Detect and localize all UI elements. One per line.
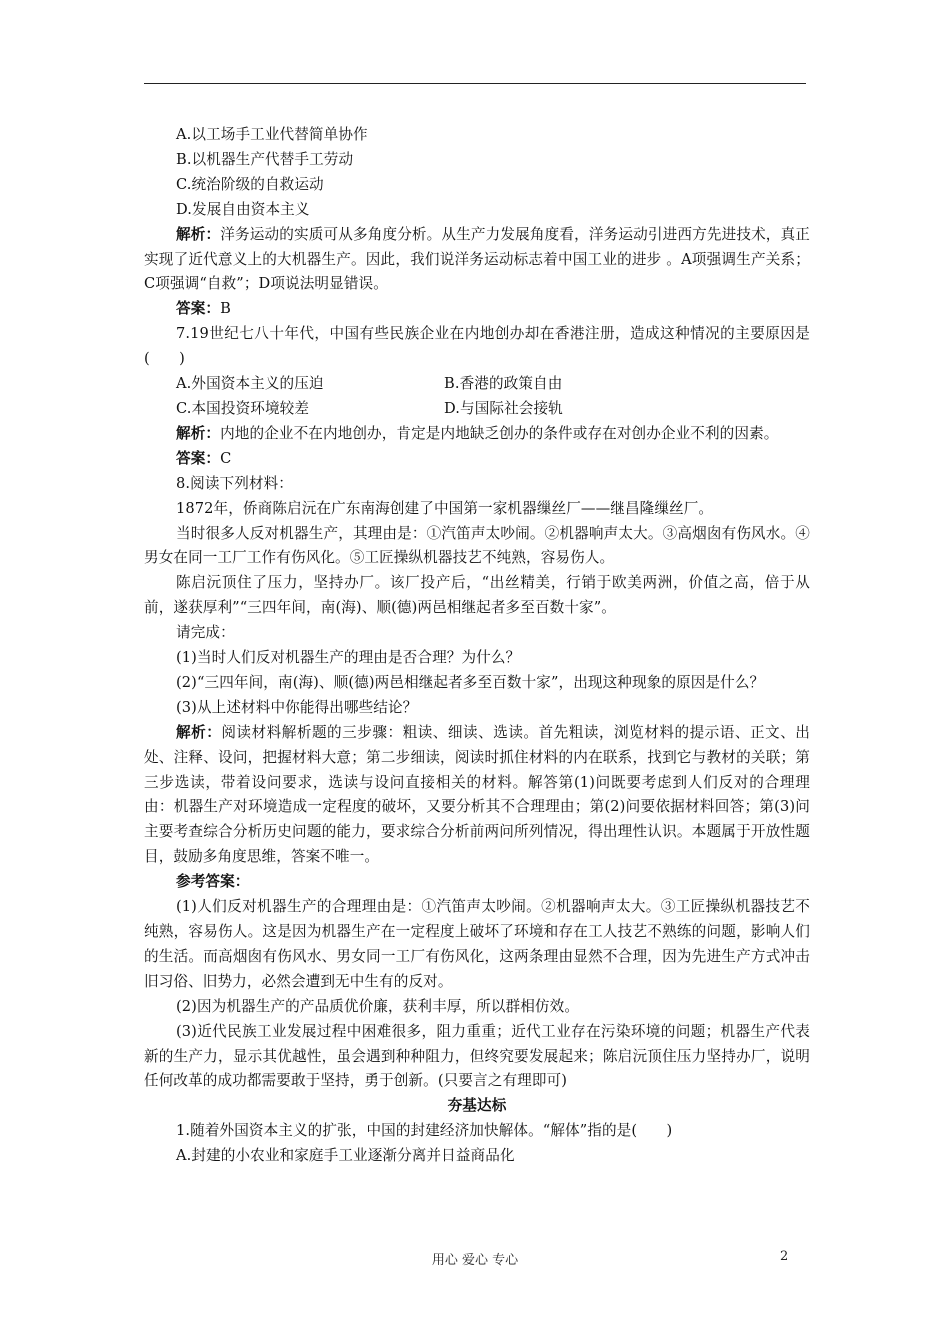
reference-answer-label: 参考答案：	[176, 873, 250, 891]
section-heading: 夯基达标	[447, 1097, 507, 1115]
answer-label: 答案：	[176, 449, 221, 467]
option-d: D.发展自由资本主义	[176, 200, 310, 218]
footer-slogan: 用心 爱心 专心	[431, 1253, 519, 1268]
sub-question-3: (3)从上述材料中你能得出哪些结论？	[176, 698, 418, 716]
explanation-7	[144, 422, 810, 447]
answer-value: C	[220, 449, 232, 467]
reference-answer-1: (1)人们反对机器生产的合理理由是：①汽笛声太吵闹。②机器响声太大。③工匠操纵机器技艺不纯熟，容易伤人。这是因为机器生产在一定程度上破坏了环境和存在工人技艺不熟练的问题，影响人们的生活。而高烟囱有伤风水、男女同一工厂有伤风化，这两条理由显然不合理，因为先进生产方式冲击旧习俗、旧势力，必然会遭到无中生有的反对。	[144, 898, 810, 990]
q7-option-c: C.本国投资环境较差	[176, 399, 310, 417]
sub-question-2: (2)“三四年间，南(海)、顺(德)两邑相继起者多至百数十家”，出现这种现象的原因是什么？	[176, 673, 765, 691]
page-number: 2	[780, 1249, 789, 1264]
question-7-options-row-1	[144, 372, 810, 397]
answer-label: 答案：	[176, 300, 221, 318]
reference-answer-2: (2)因为机器生产的产品质优价廉，获利丰厚，所以群相仿效。	[176, 997, 580, 1015]
answer-value: B	[220, 300, 231, 318]
material-1: 1872年，侨商陈启沅在广东南海创建了中国第一家机器缫丝厂——继昌隆缫丝厂。	[176, 499, 714, 517]
explanation-text: 内地的企业不在内地创办，肯定是内地缺乏创办的条件或存在对创办企业不利的因素。	[220, 424, 779, 442]
explanation-8	[144, 721, 810, 870]
q7-option-a: A.外国资本主义的压迫	[176, 375, 324, 393]
explanation-label: 解析：	[176, 225, 221, 243]
explanation-text: 阅读材料解析题的三步骤：粗读、细读、选读。首先粗读，浏览材料的提示语、正文、出处、注释、设问，把握材料大意；第二步细读，阅读时抓住材料的内在联系，找到它与教材的关联；第三步选读，带着设问要求，选读与设问直接相关的材料。解答第(1)问既要考虑到人们反对的合理理由：机器生产对环境造成一定程度的破坏，又要分析其不合理理由；第(2)问要依据材料回答；第(3)问主要考查综合分析历史问题的能力，要求综合分析前两问所列情况，得出理性认识。本题属于开放性题目，鼓励多角度思维，答案不唯一。	[144, 723, 810, 866]
page-body	[144, 123, 810, 1169]
request: 请完成：	[176, 624, 235, 642]
new-question-1: 1.随着外国资本主义的扩张，中国的封建经济加快解体。“解体”指的是( )	[176, 1122, 673, 1140]
option-a: A.以工场手工业代替简单协作	[176, 126, 368, 143]
question-7: 7.19世纪七八十年代，中国有些民族企业在内地创办却在香港注册，造成这种情况的主要原因是( )	[144, 325, 810, 368]
header-rule	[144, 83, 806, 84]
answer-7	[144, 447, 810, 472]
reference-answer-3: (3)近代民族工业发展过程中困难很多，阻力重重；近代工业存在污染环境的问题；机器生产代表新的生产力，显示其优越性，虽会遇到种种阻力，但终究要发展起来；陈启沅顶住压力坚持办厂，说明任何改革的成功都需要敢于坚持，勇于创新。(只要言之有理即可)	[144, 1022, 810, 1090]
option-b: B.以机器生产代替手工劳动	[176, 150, 354, 168]
explanation-label: 解析：	[176, 424, 221, 442]
q7-option-d: D.与国际社会接轨	[444, 399, 563, 417]
explanation-label: 解析：	[176, 723, 222, 741]
material-2: 当时很多人反对机器生产，其理由是：①汽笛声太吵闹。②机器响声太大。③高烟囱有伤风水。④男女在同一工厂工作有伤风化。⑤工匠操纵机器技艺不纯熟，容易伤人。	[144, 524, 810, 567]
material-3: 陈启沅顶住了压力，坚持办厂。该厂投产后，“出丝精美，行销于欧美两洲，价值之高，倍于从前，遂获厚利”“三四年间，南(海)、顺(德)两邑相继起者多至百数十家”。	[144, 574, 810, 617]
question-8: 8.阅读下列材料：	[176, 474, 293, 492]
explanation-text: 洋务运动的实质可从多角度分析。从生产力发展角度看，洋务运动引进西方先进技术，真正实现了近代意义上的大机器生产。因此，我们说洋务运动标志着中国工业的进步 。A项强调生产关系；C项强调“自救”；D项说法明显错误。	[144, 225, 810, 293]
sub-question-1: (1)当时人们反对机器生产的理由是否合理？为什么？	[176, 649, 521, 667]
q7-option-b: B.香港的政策自由	[444, 375, 563, 393]
explanation-6	[144, 223, 810, 298]
new-question-1-option-a: A.封建的小农业和家庭手工业逐渐分离并日益商品化	[176, 1147, 515, 1165]
option-c: C.统治阶级的自救运动	[176, 175, 324, 193]
question-7-options-row-2	[144, 397, 810, 422]
answer-6	[144, 297, 810, 322]
